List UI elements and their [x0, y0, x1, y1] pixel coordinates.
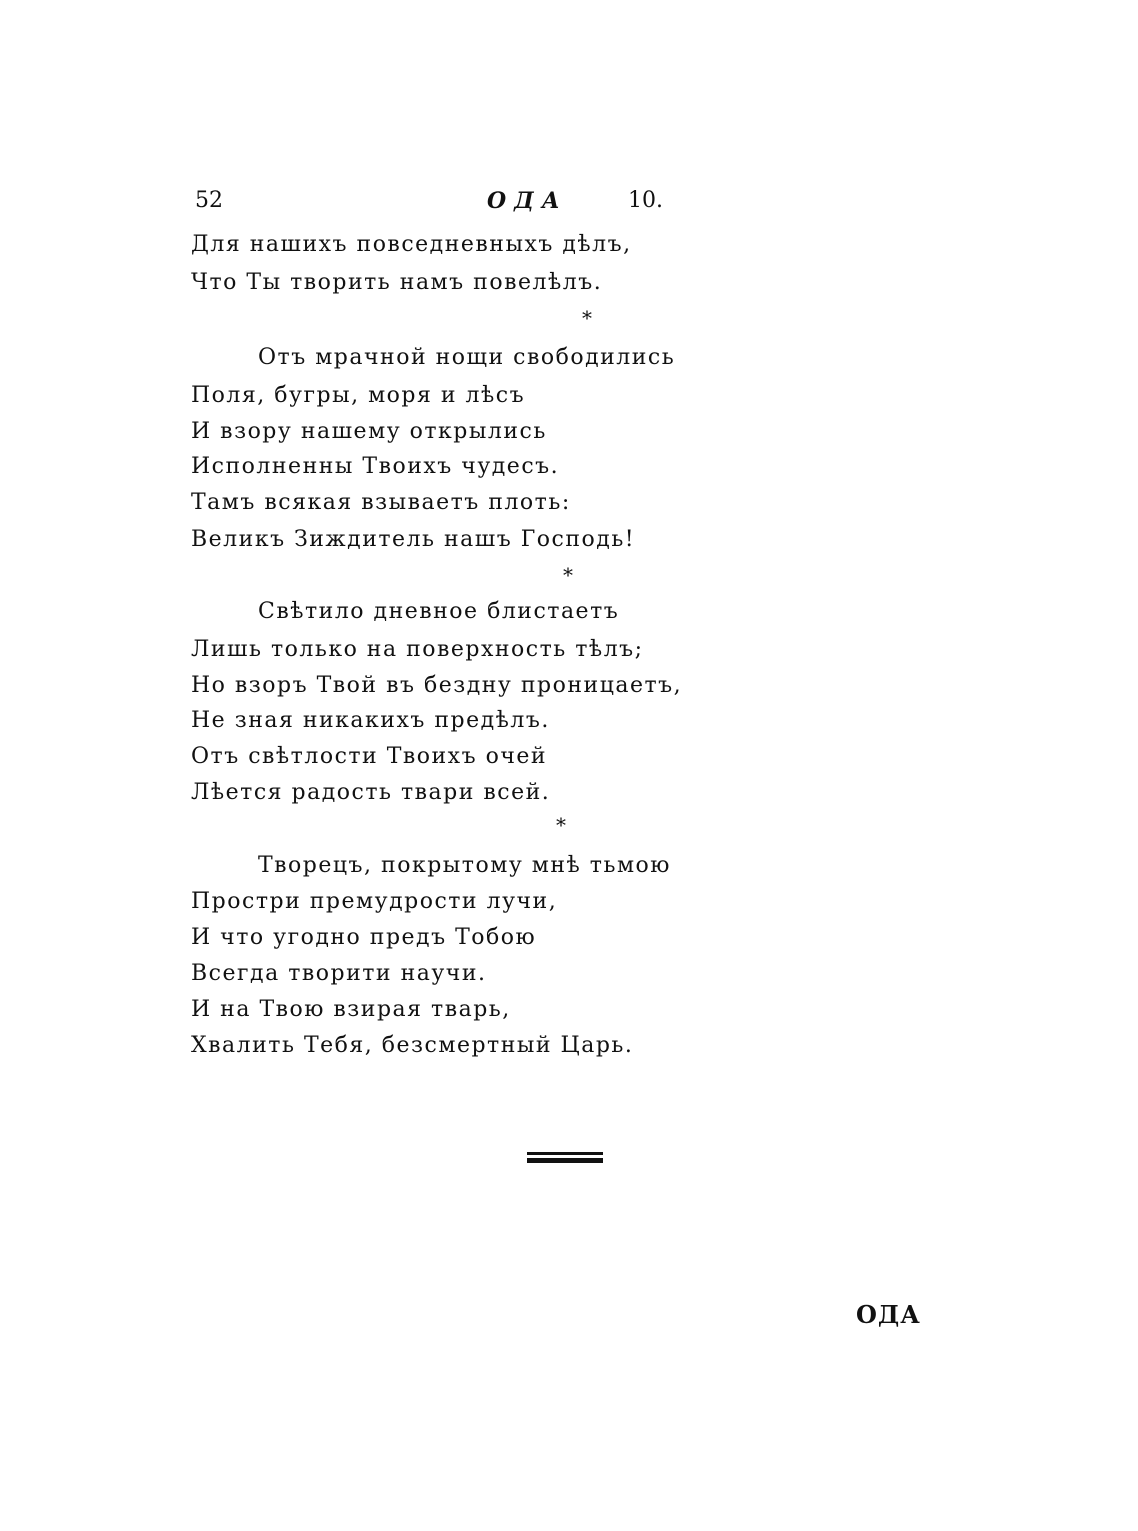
ode-number: 10. [628, 188, 663, 213]
verse-line: Творецъ, покрытому мнѣ тьмою [258, 853, 671, 878]
verse-line: И на Твою взирая тварь, [191, 997, 511, 1022]
rule-line-top [527, 1152, 603, 1155]
verse-line: Хвалить Тебя, безсмертный Царь. [191, 1033, 634, 1058]
verse-line: Исполненны Твоихъ чудесъ. [191, 454, 560, 479]
verse-line: Лѣется радость твари всей. [191, 780, 551, 805]
verse-line: Свѣтило дневное блистаетъ [258, 599, 620, 624]
running-title: ОДА [487, 188, 568, 214]
verse-line: Простри премудрости лучи, [191, 889, 558, 914]
rule-line-bottom [527, 1158, 603, 1163]
catchword: ОДА [856, 1300, 921, 1329]
verse-line: Лишь только на поверхность тѣлъ; [191, 637, 644, 662]
verse-line: Отъ мрачной нощи свободились [258, 345, 676, 370]
running-head [195, 188, 670, 218]
verse-line: Поля, бугры, моря и лѣсъ [191, 383, 526, 408]
verse-line: Что Ты творить намъ повелѣлъ. [191, 270, 603, 295]
verse-line: Но взоръ Твой въ бездну проницаетъ, [191, 673, 683, 698]
closing-double-rule [527, 1150, 603, 1166]
verse-line: И что угодно предъ Тобою [191, 925, 537, 950]
page-number: 52 [195, 188, 223, 213]
verse-line: И взору нашему открылись [191, 419, 547, 444]
stanza-separator-asterisk: * [556, 813, 566, 837]
verse-line: Отъ свѣтлости Твоихъ очей [191, 744, 548, 769]
verse-line: Не зная никакихъ предѣлъ. [191, 708, 550, 733]
verse-line: Тамъ всякая взываетъ плоть: [191, 490, 571, 515]
stanza-separator-asterisk: * [563, 563, 573, 587]
verse-line: Великъ Зиждитель нашъ Господь! [191, 527, 636, 552]
verse-line: Для нашихъ повседневныхъ дѣлъ, [191, 232, 632, 257]
stanza-separator-asterisk: * [582, 306, 592, 330]
verse-line: Всегда творити научи. [191, 961, 487, 986]
